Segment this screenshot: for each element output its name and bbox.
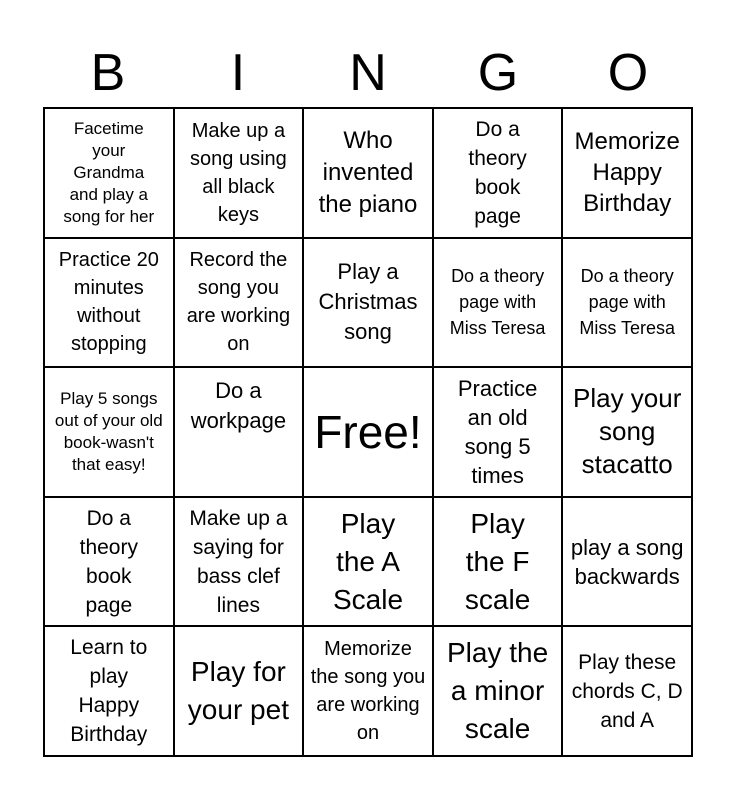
bingo-cell[interactable] <box>174 497 304 627</box>
free-space: Free! <box>314 405 422 458</box>
bingo-board <box>43 107 693 757</box>
bingo-cell[interactable] <box>174 108 304 238</box>
cell-text: Do a theory book page <box>79 506 138 617</box>
cell-text: Make up a saying for bass clef lines <box>189 506 288 617</box>
header-letter-i: I <box>230 44 246 102</box>
cell-text: Play for your pet <box>187 656 289 726</box>
cell-text: Do a theory book page <box>468 117 527 228</box>
bingo-cell[interactable] <box>44 108 174 238</box>
cell-text: Practice 20 minutes without stopping <box>58 249 159 356</box>
cell-text: Do a theory page with Miss Teresa <box>579 266 676 339</box>
bingo-cell[interactable] <box>433 238 563 368</box>
cell-text: play a song backwards <box>570 534 684 589</box>
cell-text: Record the song you are working on <box>186 249 291 356</box>
cell-text: Play 5 songs out of your old book-wasn't that easy! <box>54 388 163 474</box>
bingo-cell[interactable] <box>174 238 304 368</box>
bingo-cell[interactable] <box>562 108 692 238</box>
bingo-cell[interactable] <box>44 497 174 627</box>
cell-text: Memorize Happy Birthday <box>574 128 680 218</box>
cell-text: Memorize the song you are working on <box>310 638 426 745</box>
cell-text: Learn to play Happy Birthday <box>70 636 148 747</box>
cell-text: Facetime your Grandma and play a song for her <box>63 118 155 226</box>
cell-text: Play the A Scale <box>332 507 404 615</box>
cell-text: Play the a minor scale <box>447 637 549 745</box>
cell-text: Play these chords C, D and A <box>571 650 683 732</box>
bingo-cell[interactable] <box>562 626 692 756</box>
bingo-cell[interactable] <box>303 108 433 238</box>
bingo-cell[interactable] <box>562 367 692 497</box>
bingo-cell[interactable] <box>174 626 304 756</box>
cell-text: Do a theory page with Miss Teresa <box>449 266 546 339</box>
header-letter-g: G <box>477 44 519 102</box>
cell-text: Play the F scale <box>464 507 531 615</box>
header-letter-b: B <box>90 44 126 102</box>
cell-text: Play your song stacatto <box>573 383 682 480</box>
bingo-cell[interactable] <box>303 238 433 368</box>
header-letter-n: N <box>349 44 387 102</box>
cell-text: Practice an old song 5 times <box>457 375 538 488</box>
bingo-cell[interactable] <box>174 367 304 497</box>
bingo-cell[interactable] <box>44 238 174 368</box>
bingo-cell[interactable] <box>433 108 563 238</box>
bingo-cell[interactable] <box>303 626 433 756</box>
bingo-cell[interactable] <box>433 497 563 627</box>
header-letter-o: O <box>607 44 649 102</box>
cell-text: Who invented the piano <box>318 126 418 218</box>
cell-text: Make up a song using all black keys <box>190 119 287 226</box>
bingo-cell[interactable] <box>44 367 174 497</box>
bingo-cell[interactable] <box>303 497 433 627</box>
bingo-cell[interactable] <box>433 367 563 497</box>
cell-text: Do a workpage <box>190 378 287 434</box>
bingo-cell[interactable] <box>433 626 563 756</box>
bingo-header <box>43 42 693 104</box>
bingo-cell[interactable] <box>562 238 692 368</box>
bingo-cell[interactable] <box>562 497 692 627</box>
bingo-cell[interactable] <box>303 367 433 497</box>
bingo-cell[interactable] <box>44 626 174 756</box>
cell-text: Play a Christmas song <box>318 259 418 345</box>
